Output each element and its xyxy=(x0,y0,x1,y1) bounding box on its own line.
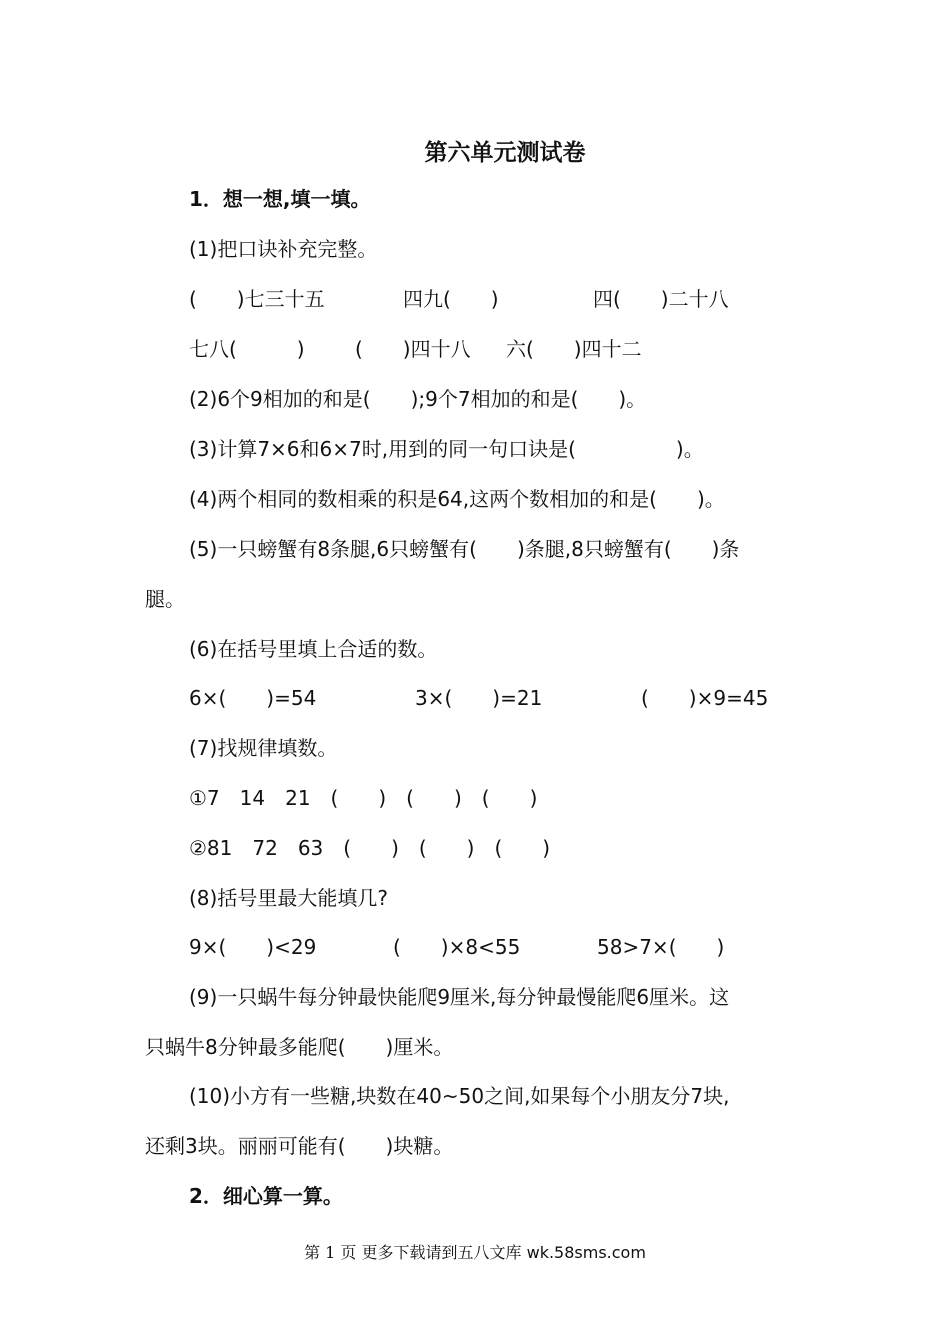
q6-prompt: (6)在括号里填上合适的数。 xyxy=(189,637,438,661)
q1-row2-item3: 六( )四十二 xyxy=(506,337,642,361)
q9-line2: 只蜗牛8分钟最多能爬( )厘米。 xyxy=(145,1035,454,1059)
q8-prompt: (8)括号里最大能填几? xyxy=(189,886,388,910)
section-2-heading: 2．细心算一算。 xyxy=(189,1184,343,1208)
q3-text: (3)计算7×6和6×7时,用到的同一句口诀是( )。 xyxy=(189,437,704,461)
q6-item1: 6×( )=54 xyxy=(189,686,317,710)
q8-item2: ( )×8<55 xyxy=(393,935,521,959)
q10-line1: (10)小方有一些糖,块数在40~50之间,如果每个小朋友分7块, xyxy=(189,1084,730,1108)
q1-prompt: (1)把口诀补充完整。 xyxy=(189,237,378,261)
q2-text: (2)6个9相加的和是( );9个7相加的和是( )。 xyxy=(189,387,647,411)
q6-item2: 3×( )=21 xyxy=(415,686,543,710)
q7-sequence1: ①7 14 21 ( ) ( ) ( ) xyxy=(189,786,538,810)
page-title: 第六单元测试卷 xyxy=(424,139,586,166)
q1-row2-item1: 七八( ) xyxy=(189,337,305,361)
q9-line1: (9)一只蜗牛每分钟最快能爬9厘米,每分钟最慢能爬6厘米。这 xyxy=(189,985,730,1009)
q7-sequence2: ②81 72 63 ( ) ( ) ( ) xyxy=(189,836,551,860)
q1-row1-item1: ( )七三十五 xyxy=(189,287,325,311)
q6-item3: ( )×9=45 xyxy=(641,686,769,710)
q8-item3: 58>7×( ) xyxy=(597,935,725,959)
q7-prompt: (7)找规律填数。 xyxy=(189,736,338,760)
q1-row2-item2: ( )四十八 xyxy=(355,337,471,361)
q5-line2: 腿。 xyxy=(145,587,185,611)
section-1-heading: 1．想一想,填一填。 xyxy=(189,187,371,211)
q1-row1-item2: 四九( ) xyxy=(403,287,499,311)
q8-item1: 9×( )<29 xyxy=(189,935,317,959)
q10-line2: 还剩3块。丽丽可能有( )块糖。 xyxy=(145,1134,454,1158)
page-footer xyxy=(0,1240,950,1263)
q1-row1-item3: 四( )二十八 xyxy=(593,287,729,311)
footer-url: wk.58sms.com xyxy=(526,1243,646,1262)
footer-text: 第 1 页 更多下载请到五八文库 xyxy=(304,1243,527,1262)
q4-text: (4)两个相同的数相乘的积是64,这两个数相加的和是( )。 xyxy=(189,487,725,511)
q5-line1: (5)一只螃蟹有8条腿,6只螃蟹有( )条腿,8只螃蟹有( )条 xyxy=(189,537,740,561)
